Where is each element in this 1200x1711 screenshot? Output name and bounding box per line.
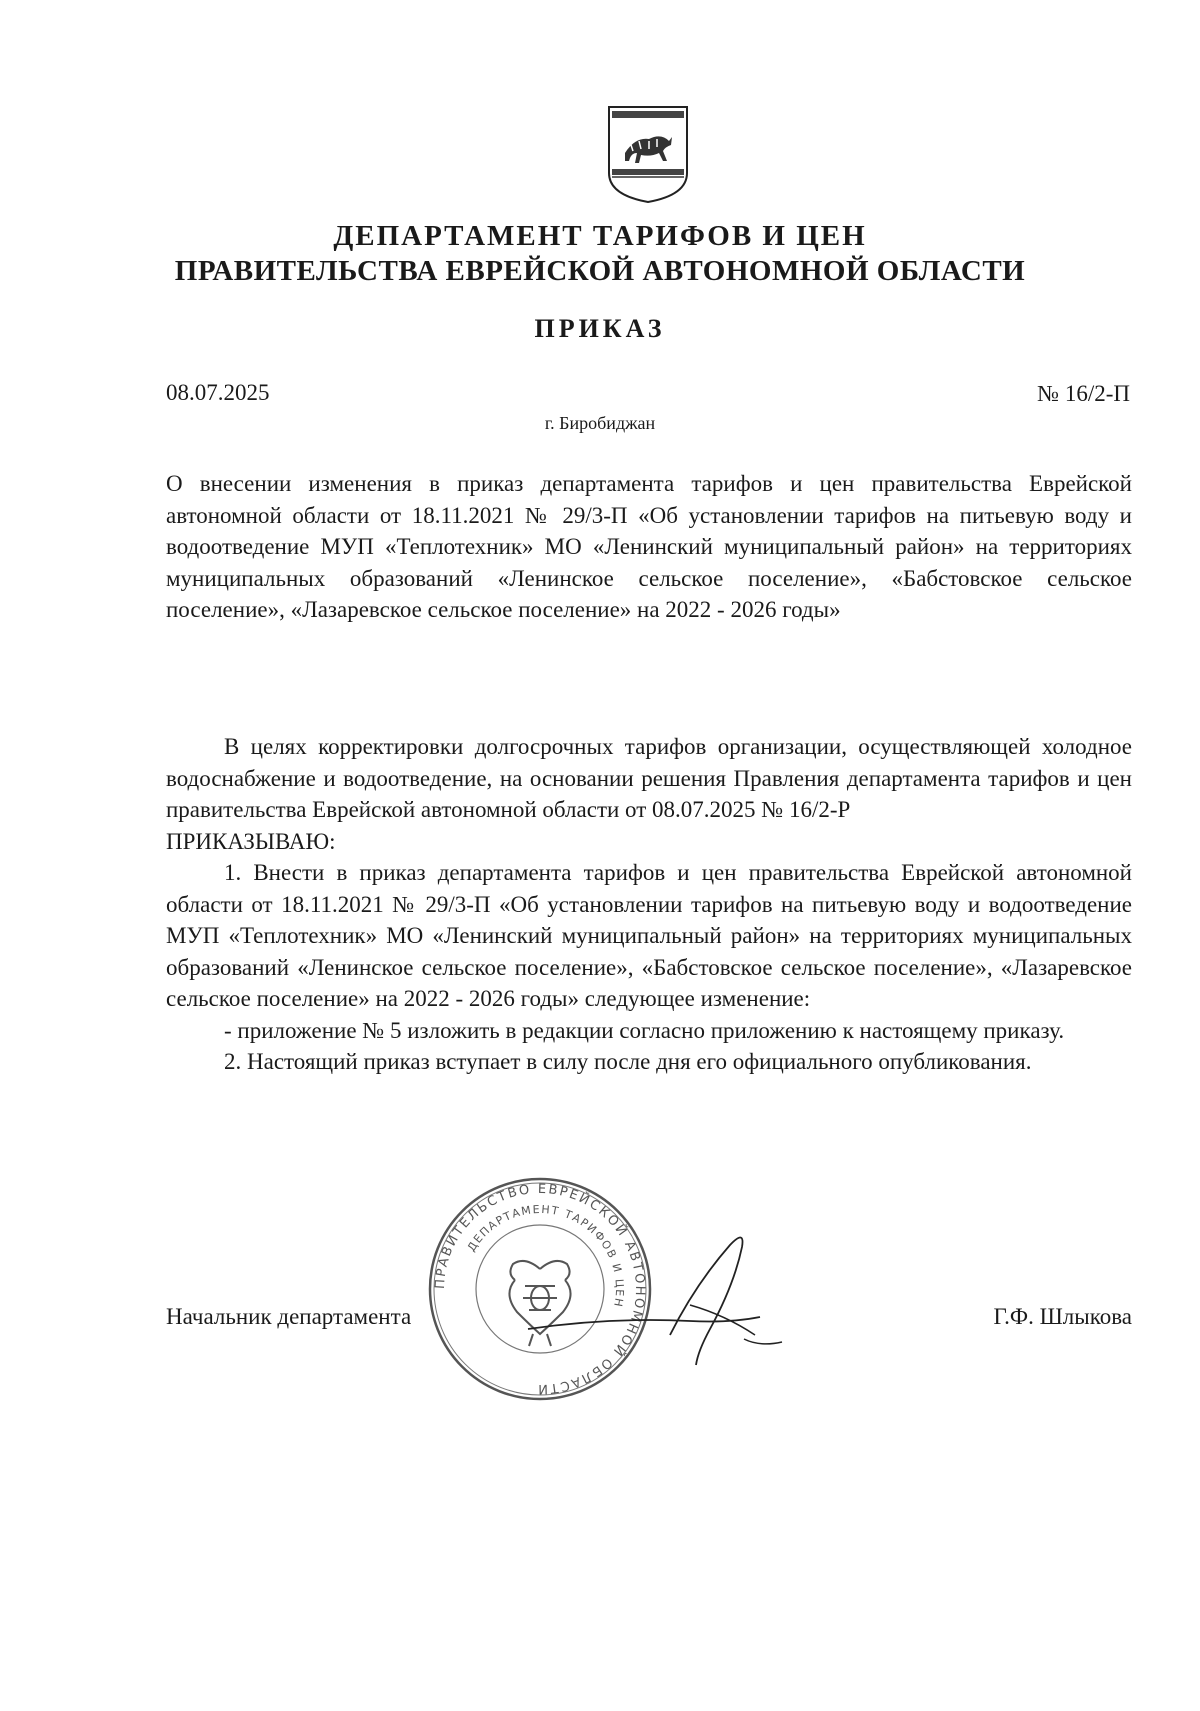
subject-text: О внесении изменения в приказ департамента тарифов и цен правительства Еврейской автономной области от 18.11.2021 № 29/3-П «Об установлении тарифов на питьевую воду и водоотведение МУП «Теплотехник» МО «Ленинский муниципальный район» на территориях муниципальных образований «Ленинское сельское поселение», «Бабстовское сельское поселение», «Лазаревское сельское поселение» на 2022 - 2026 годы» [166,471,1132,622]
preamble-paragraph: В целях корректировки долгосрочных тарифов организации, осуществляющей холодное водоснабжение и водоотведение, на основании решения Правления департамента тарифов и цен правительства Еврейской автономной области от 08.07.2025 № 16/2-Р [166,734,1132,822]
stamp-inner-text: ДЕПАРТАМЕНТ ТАРИФОВ И ЦЕН [464,1202,627,1309]
order-item-2: 2. Настоящий приказ вступает в силу после дня его официального опубликования. [224,1049,1032,1074]
order-subject [166,468,1132,626]
handwritten-signature [520,1225,840,1375]
org-name-line-1: ДЕПАРТАМЕНТ ТАРИФОВ И ЦЕН [333,220,867,252]
document-type: ПРИКАЗ [534,314,666,343]
document-city: г. Биробиджан [544,413,656,433]
order-body [166,731,1132,1078]
order-item-1: 1. Внести в приказ департамента тарифов и цен правительства Еврейской автономной области от 18.11.2021 № 29/3-П «Об установлении тарифов на питьевую воду и водоотведение МУП «Теплотехник» МО «Ленинский муниципальный район» на территориях муниципальных образований «Ленинское сельское поселение», «Бабстовское сельское поселение», «Лазаревское сельское поселение» на 2022 - 2026 годы» следующее изменение: [166,860,1132,1011]
order-word: ПРИКАЗЫВАЮ: [166,828,336,854]
signatory-name: Г.Ф. Шлыкова [993,1304,1132,1329]
signatory-title: Начальник департамента [166,1304,412,1329]
stamp-outer-text: ПРАВИТЕЛЬСТВО ЕВРЕЙСКОЙ АВТОНОМНОЙ ОБЛАСТИ [432,1181,648,1397]
org-name-line-2: ПРАВИТЕЛЬСТВА ЕВРЕЙСКОЙ АВТОНОМНОЙ ОБЛАСТИ [174,255,1026,287]
document-number: № 16/2-П [1037,381,1130,406]
coat-of-arms-emblem [605,103,691,205]
document-date: 08.07.2025 [166,380,270,405]
order-item-1-sub: - приложение № 5 изложить в редакции согласно приложению к настоящему приказу. [224,1017,1065,1043]
